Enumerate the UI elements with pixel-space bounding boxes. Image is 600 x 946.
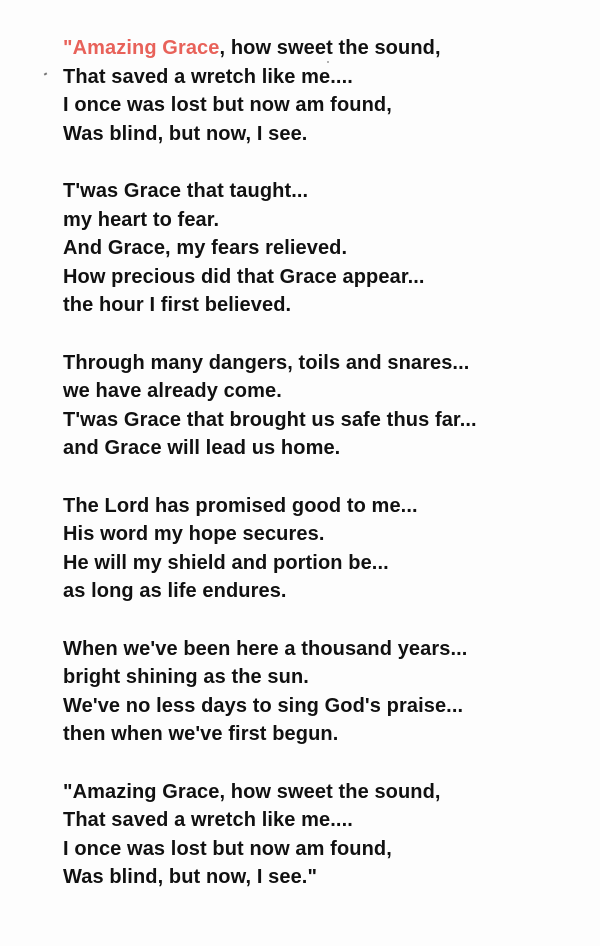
title-line-rest: , how sweet the sound, [219,37,441,59]
stanza-2 [63,177,583,320]
stanza-line: we have already come. [63,380,282,402]
stanza-line: He will my shield and portion be... [63,551,389,574]
stanza-line: Through many dangers, toils and snares... [63,351,470,374]
stanza-line: And Grace, my fears relieved. [63,237,348,259]
stanza-line: The Lord has promised good to me... [63,494,418,517]
stanza-line: How precious did that Grace appear... [63,265,425,288]
stanza-line: I once was lost but now am found, [63,837,392,860]
stanza-line: the hour I first believed. [63,294,292,316]
stanza-line: then when we've first begun. [63,723,339,745]
stanza-line: my heart to fear. [63,208,220,231]
stanza-line: That saved a wretch like me.... [63,809,353,831]
stanza-line: We've no less days to sing God's praise... [63,694,464,717]
stanza-line: Was blind, but now, I see." [63,866,318,888]
stanza-line: T'was Grace that taught... [63,180,309,202]
hymn-lyrics [63,34,583,921]
stanza-line: and Grace will lead us home. [63,437,341,459]
stanza-line: I once was lost but now am found, [63,94,392,116]
opening-quote: " [63,37,73,59]
stanza-6 [63,778,583,892]
stanza-line: Was blind, but now, I see. [63,122,308,145]
stanza-1 [63,34,583,148]
stanza-line: T'was Grace that brought us safe thus far... [63,408,477,431]
stanza-line: as long as life endures. [63,580,287,602]
stanza-line: When we've been here a thousand years... [63,637,468,660]
stanza-line [63,34,583,63]
stanza-4 [63,492,583,606]
stanza-line: "Amazing Grace, how sweet the sound, [63,780,441,803]
stray-pen-mark [44,72,48,75]
title-highlight: Amazing Grace [72,37,220,59]
stanza-5 [63,635,583,749]
stanza-line: That saved a wretch like me.... [63,65,353,88]
stanza-3 [63,349,583,463]
stanza-line: His word my hope secures. [63,523,325,545]
stanza-line: bright shining as the sun. [63,666,309,688]
